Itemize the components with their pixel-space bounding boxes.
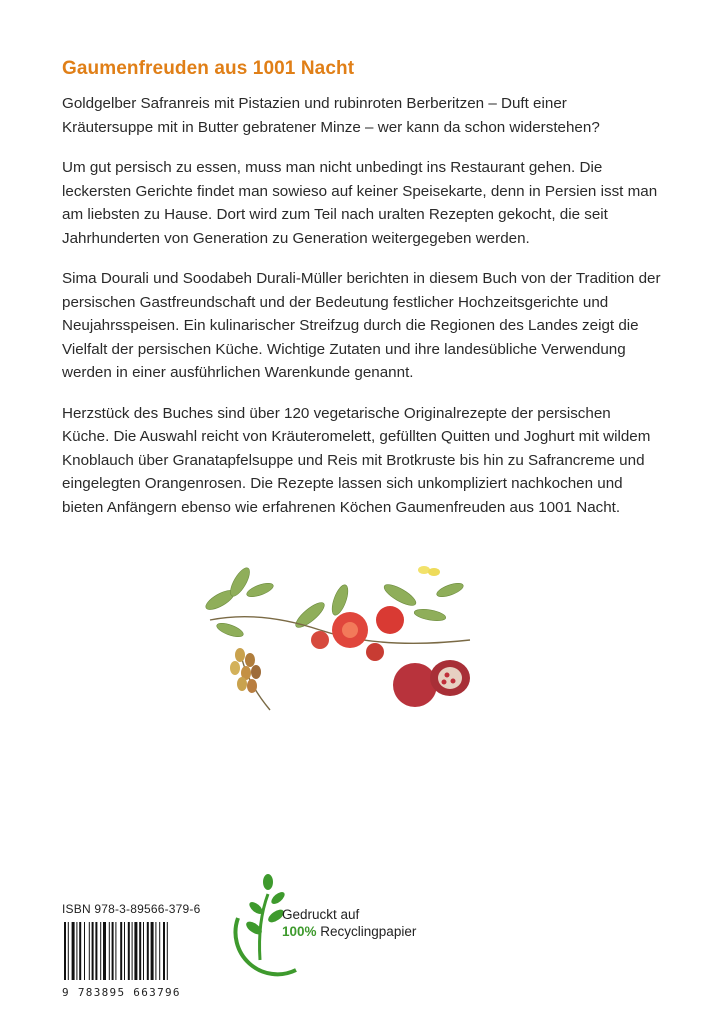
butterfly-icon <box>418 566 440 576</box>
barcode-bar <box>92 922 94 980</box>
barcode-bar <box>139 922 141 980</box>
pomegranate-fruits <box>393 660 470 707</box>
recycling-line-2 <box>282 923 416 940</box>
recycling-line-1: Gedruckt auf <box>282 907 360 922</box>
paragraph-2: Um gut persisch zu essen, muss man nicht unbedingt ins Restaurant gehen. Die leckersten Gerichte findet man sowieso auf keiner Speisekarte, denn in Persien isst man am liebsten zu Hause. Dort wird zum Teil nach uralten Rezepten gekocht, die seit Jahrhunderten von Generation zu Generation weitergegeben werden. <box>62 159 658 247</box>
pistachio-cluster <box>230 648 261 693</box>
barcode-bar <box>132 922 133 980</box>
barcode-bar <box>151 922 154 980</box>
barcode-bar <box>167 922 168 980</box>
barcode-bar <box>79 922 81 980</box>
barcode-bar <box>147 922 149 980</box>
page-title: Gaumenfreuden aus 1001 Nacht <box>62 58 355 79</box>
barcode-bar <box>95 922 97 980</box>
paragraph-3: Sima Dourali und Soodabeh Durali-Müller berichten in diesem Buch von der Tradition der persischen Gastfreundschaft und der Bedeutung festlicher Hochzeitsgerichte und Neujahrsspeisen. Ein kulinarischer Streifzug durch die Regionen des Landes zeigt die Vielfalt der persischen Küche. Wichtige Zutaten und ihre landesübliche Verwendung werden in einer ausführlichen Warenkunde genannt. <box>62 270 661 381</box>
barcode <box>62 922 192 980</box>
back-cover-text <box>62 58 662 536</box>
barcode-bar <box>84 922 85 980</box>
barcode-bar <box>109 922 110 980</box>
barcode-bar <box>115 922 116 980</box>
barcode-bar <box>128 922 130 980</box>
isbn-block <box>62 902 201 999</box>
barcode-bar <box>120 922 122 980</box>
barcode-bar <box>89 922 90 980</box>
barcode-bar <box>159 922 160 980</box>
barcode-bar <box>76 922 77 980</box>
barcode-bar <box>134 922 137 980</box>
paragraph-4: Herzstück des Buches sind über 120 vegetarische Originalrezepte der persischen Küche. Die Auswahl reicht von Kräuteromelett, gefüllten Quitten und Joghurt mit wildem Knoblauch über Granatapfelsuppe und Reis mit Brotkruste bis hin zu Safrancreme und eingelegten Orangenrosen. Die Rezepte lassen sich unkompliziert nachkochen und bieten Anfängern ebenso wie erfahrenen Köchen Gaumenfreuden aus 1001 Nacht. <box>62 404 651 516</box>
barcode-bar <box>72 922 75 980</box>
barcode-digits: 9 783895 663796 <box>62 986 181 999</box>
recycling-percent: 100% <box>282 924 317 939</box>
barcode-bar <box>163 922 165 980</box>
barcode-bar <box>112 922 114 980</box>
barcode-bar <box>100 922 101 980</box>
recycling-note <box>282 906 416 940</box>
barcode-bar <box>155 922 156 980</box>
paragraph-1: Goldgelber Safranreis mit Pistazien und rubinroten Berberitzen – Duft einer Kräutersuppe mit in Butter gebratener Minze – wer kann da schon widerstehen? <box>62 95 600 136</box>
barcode-bar <box>64 922 66 980</box>
recycling-paper: Recyclingpapier <box>316 924 417 939</box>
pomegranate-flowers <box>311 606 404 661</box>
barcode-bar <box>124 922 125 980</box>
botanical-illustration <box>200 560 490 730</box>
barcode-bar <box>68 922 69 980</box>
isbn-label: ISBN 978-3-89566-379-6 <box>62 902 201 916</box>
barcode-bar <box>143 922 144 980</box>
barcode-bar <box>103 922 106 980</box>
